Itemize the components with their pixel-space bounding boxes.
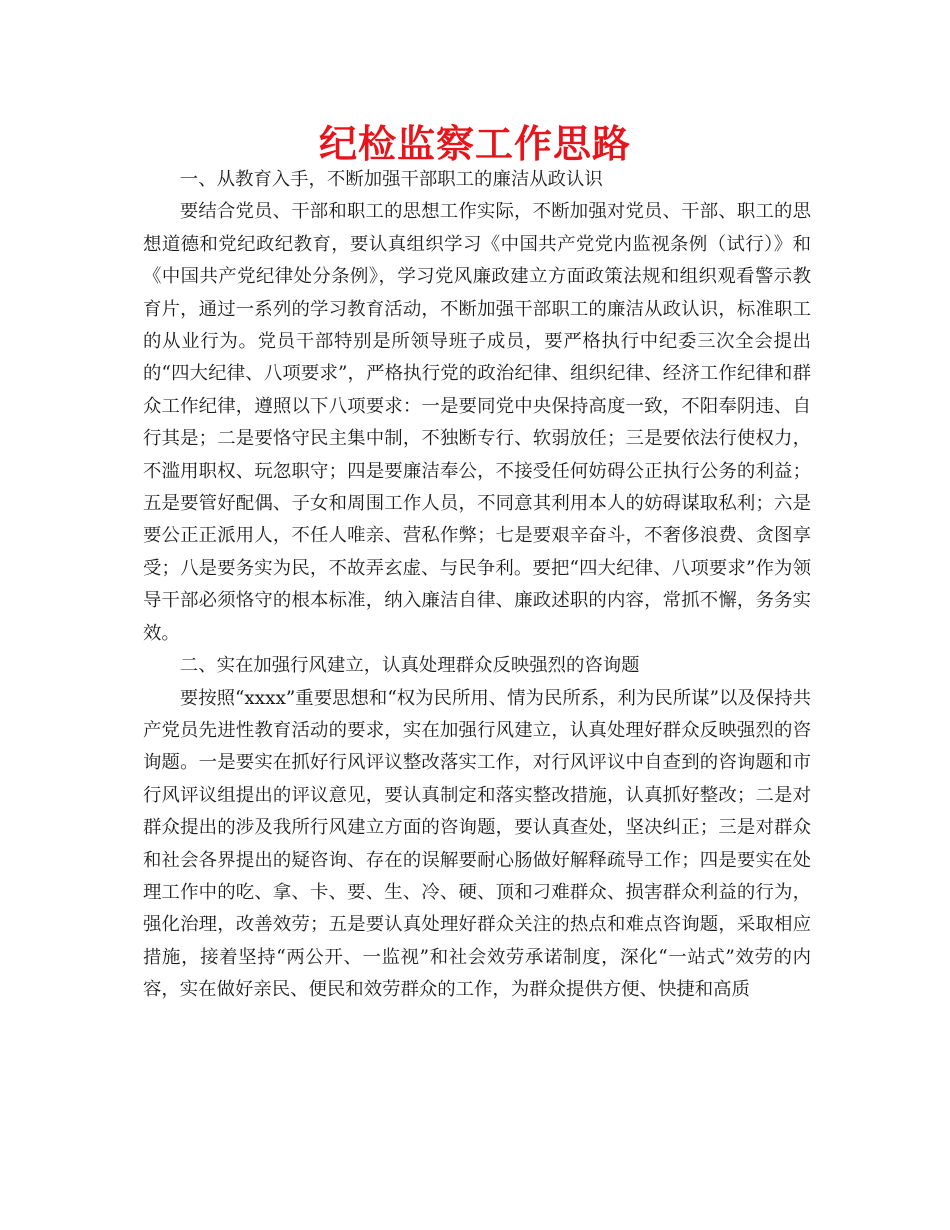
document-body — [143, 164, 811, 1007]
section-1-paragraph: 要结合党员、干部和职工的思想工作实际，不断加强对党员、干部、职工的思想道德和党纪政纪教育，要认真组织学习《中国共产党党内监视条例（试行）》和《中国共产党纪律处分条例》，学习党风廉政建立方面政策法规和组织观看警示教育片，通过一系列的学习教育活动，不断加强干部职工的廉洁从政认识，标准职工的从业行为。党员干部特别是所领导班子成员，要严格执行中纪委三次全会提出的“四大纪律、八项要求”，严格执行党的政治纪律、组织纪律、经济工作纪律和群众工作纪律，遵照以下八项要求：一是要同党中央保持高度一致，不阳奉阴违、自行其是；二是要恪守民主集中制，不独断专行、软弱放任；三是要依法行使权力，不滥用职权、玩忽职守；四是要廉洁奉公，不接受任何妨碍公正执行公务的利益；五是要管好配偶、子女和周围工作人员，不同意其利用本人的妨碍谋取私利；六是要公正正派用人，不任人唯亲、营私作弊；七是要艰辛奋斗，不奢侈浪费、贪图享受；八是要务实为民，不故弄玄虚、与民争利。要把“四大纪律、八项要求”作为领导干部必须恪守的根本标准，纳入廉洁自律、廉政述职的内容，常抓不懈，务务实效。 — [143, 201, 811, 644]
section-1-heading: 一、从教育入手，不断加强干部职工的廉洁从政认识 — [179, 169, 603, 190]
document-title: 纪检监察工作思路 — [318, 122, 631, 166]
section-2-paragraph: 要按照“xxxx”重要思想和“权为民所用、情为民所系，利为民所谋”以及保持共产党员先进性教育活动的要求，实在加强行风建立，认真处理好群众反映强烈的咨询题。一是要实在抓好行风评议整改落实工作，对行风评议中自查到的咨询题和市行风评议组提出的评议意见，要认真制定和落实整改措施，认真抓好整改；二是对群众提出的涉及我所行风建立方面的咨询题，要认真查处，坚决纠正；三是对群众和社会各界提出的疑咨询、存在的误解要耐心肠做好解释疏导工作；四是要实在处理工作中的吃、拿、卡、要、生、冷、硬、顶和刁难群众、损害群众利益的行为，强化治理，改善效劳；五是要认真处理好群众关注的热点和难点咨询题，采取相应措施，接着坚持“两公开、一监视”和社会效劳承诺制度，深化“一站式”效劳的内容，实在做好亲民、便民和效劳群众的工作，为群众提供方便、快捷和高质 — [143, 687, 811, 1001]
section-2-heading: 二、实在加强行风建立，认真处理群众反映强烈的咨询题 — [179, 655, 640, 677]
